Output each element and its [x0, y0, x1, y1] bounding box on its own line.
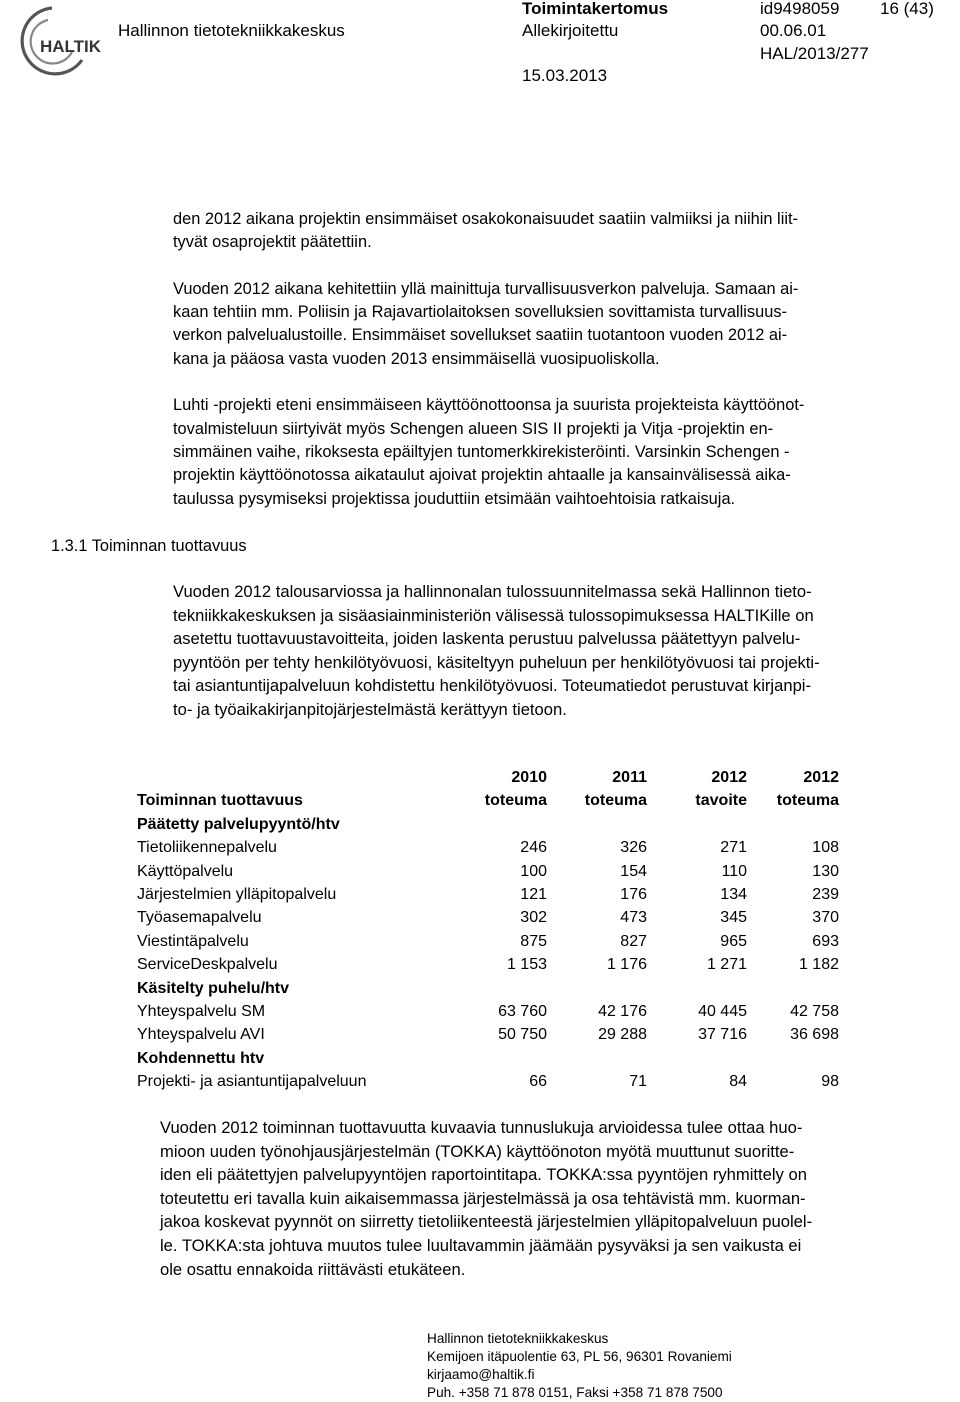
text-line: simmäinen vaihe, rikoksesta epäiltyjen tuntomerkkirekisteröinti. Varsinkin Schengen -: [173, 442, 790, 461]
text-line: le. TOKKA:sta johtuva muutos tulee luultavammin jäämään pysyväksi ja sen vaikusta ei: [160, 1235, 802, 1255]
table-row-label: Päätetty palvelupyyntö/htv: [137, 815, 340, 833]
table-row: [137, 860, 839, 883]
table-title: Toiminnan tuottavuus: [137, 792, 303, 810]
table-cell-value: 50 750: [498, 1026, 547, 1044]
footer-email[interactable]: kirjaamo@haltik.fi: [427, 1367, 535, 1382]
text-line: tyvät osaprojektit päätettiin.: [173, 233, 372, 252]
footer-phone: Puh. +358 71 878 0151, Faksi +358 71 878 7500: [427, 1385, 723, 1400]
table-cell-value: 121: [520, 886, 547, 904]
table-cell-value: 2011: [612, 769, 647, 786]
table-row-label: Työasemapalvelu: [137, 909, 262, 927]
table-row-label: Järjestelmien ylläpitopalvelu: [137, 886, 337, 904]
table-cell-value: 66: [529, 1073, 547, 1091]
table-cell-value: 326: [620, 839, 647, 857]
table-cell-value: toteuma: [776, 792, 839, 810]
table-cell-value: 42 176: [598, 1003, 647, 1021]
footer-organization: Hallinnon tietotekniikkakeskus: [427, 1331, 609, 1346]
table-cell-value: 134: [720, 886, 747, 904]
text-line: Luhti -projekti eteni ensimmäiseen käyttöönottoonsa ja suurista projekteista käyttöönot-: [173, 396, 805, 415]
table-row-label: Käyttöpalvelu: [137, 862, 234, 880]
table-cell-value: 239: [812, 886, 839, 904]
table-cell-value: 2012: [803, 769, 839, 786]
table-cell-value: 40 445: [698, 1003, 747, 1021]
table-row-label: ServiceDeskpalvelu: [137, 956, 278, 974]
table-cell-value: 827: [620, 932, 647, 950]
paragraph-tokka-note: [160, 1116, 812, 1281]
table-cell-value: 176: [620, 886, 647, 904]
table-row: [137, 1000, 839, 1023]
table-cell-value: 37 716: [698, 1026, 747, 1044]
table-cell-value: 965: [720, 932, 747, 950]
header-status: Allekirjoitettu: [522, 21, 619, 40]
table-cell-value: 63 760: [498, 1003, 547, 1021]
table-header-years: [137, 766, 839, 789]
table-cell-value: 71: [629, 1073, 647, 1091]
text-line: taulussa pysymiseksi projektissa jouduttiin etsimään vaihtoehtoisia ratkaisuja.: [173, 489, 736, 508]
footer-address: Kemijoen itäpuolentie 63, PL 56, 96301 Rovaniemi: [427, 1349, 732, 1364]
logo-text: HALTIK: [40, 37, 102, 56]
header-doc-id: id9498059: [760, 0, 840, 18]
table-row-label: Tietoliikennepalvelu: [137, 839, 277, 857]
table-cell-value: 100: [520, 862, 547, 880]
table-cell-value: 693: [812, 932, 839, 950]
table-cell-value: tavoite: [695, 792, 747, 810]
header-code-2: HAL/2013/277: [760, 44, 869, 63]
header-code-1: 00.06.01: [760, 21, 827, 40]
table-row-label: Yhteyspalvelu AVI: [137, 1026, 265, 1044]
table-cell-value: 473: [620, 909, 647, 927]
text-line: pyyntöön per tehty henkilötyövuosi, käsiteltyyn puheluun per henkilötyövuosi tai projekti-: [173, 652, 820, 672]
paragraph-intro: [173, 208, 804, 511]
table-cell-value: 271: [720, 839, 747, 857]
table-cell-value: toteuma: [584, 792, 647, 810]
table-row: [137, 930, 839, 953]
table-row-label: Projekti- ja asiantuntijapalveluun: [137, 1073, 367, 1091]
table-row: [137, 1023, 839, 1046]
text-line: Vuoden 2012 talousarviossa ja hallinnonalan tulossuunnitelmassa sekä Hallinnon tieto-: [173, 582, 812, 601]
table-cell-value: 98: [821, 1073, 839, 1091]
table-cell-value: 110: [721, 862, 747, 880]
table-row: [137, 836, 839, 859]
table-cell-value: 302: [520, 909, 547, 927]
paragraph-productivity-targets: [173, 580, 820, 722]
table-group-heading: [137, 977, 839, 1000]
text-line: toteutettu eri tavalla kuin aikaisemmassa järjestelmässä ja osa tehtävistä mm. kuorman-: [160, 1188, 806, 1208]
header-page-number: 16 (43): [880, 0, 934, 18]
table-cell-value: 29 288: [598, 1026, 647, 1044]
table-cell-value: 345: [720, 909, 747, 927]
table-row-label: Yhteyspalvelu SM: [137, 1003, 266, 1021]
text-line: to- ja työaikakirjanpitojärjestelmästä kerättyyn tietoon.: [173, 699, 567, 719]
table-cell-value: 1 271: [706, 956, 747, 974]
table-row: [137, 1070, 839, 1093]
table-cell-value: 42 758: [790, 1003, 839, 1021]
table-cell-value: 154: [620, 862, 647, 880]
table-cell-value: 1 153: [506, 956, 547, 974]
header-doc-type: Toimintakertomus: [522, 0, 669, 18]
table-cell-value: 108: [812, 839, 839, 857]
text-line: tekniikkakeskuksen ja sisäasiainministeriön välisessä tulossopimuksessa HALTIKille on: [173, 605, 814, 625]
table-group-heading: [137, 1047, 839, 1070]
table-cell-value: 2010: [511, 769, 547, 786]
table-cell-value: 130: [812, 862, 839, 880]
header-date: 15.03.2013: [522, 66, 608, 85]
table-cell-value: 36 698: [790, 1026, 839, 1044]
table-row-label: Käsitelty puhelu/htv: [137, 979, 290, 997]
table-group-heading: [137, 813, 839, 836]
text-line: mioon uuden työnohjausjärjestelmän (TOKKA) käyttöönoton myötä muuttunut suoritte-: [160, 1141, 795, 1161]
table-row: [137, 906, 839, 929]
text-line: kana ja pääosa vasta vuoden 2013 ensimmäisellä vuosipuoliskolla.: [173, 349, 660, 368]
text-line: ole osattu ennakoida riittävästi etukäteen.: [160, 1259, 466, 1279]
table-row: [137, 953, 839, 976]
table-cell-value: 370: [812, 909, 839, 927]
text-line: projektin käyttöönotossa aikataulut ajoivat projektin ahtaalle ja kansainvälisessä aika-: [173, 466, 791, 485]
text-line: tai asiantuntijapalveluun kohdistettu henkilötyövuosi. Toteumatiedot perustuvat kirjanpi-: [173, 676, 812, 696]
table-row-label: Kohdennettu htv: [137, 1049, 265, 1067]
table-cell-value: 84: [729, 1073, 747, 1091]
text-line: Vuoden 2012 aikana kehitettiin yllä mainittuja turvallisuusverkon palveluja. Samaan ai-: [173, 279, 799, 298]
table-cell-value: 2012: [711, 769, 747, 786]
table-header-types: [137, 789, 839, 812]
table-row: [137, 883, 839, 906]
text-line: verkon palvelualustoille. Ensimmäiset sovellukset saatiin tuotantoon vuoden 2012 ai-: [173, 326, 788, 345]
haltik-logo: [2, 2, 102, 80]
productivity-table: [137, 766, 839, 1094]
text-line: jakoa koskevat pyynnöt on siirretty tietoliikenteestä järjestelmien ylläpitopalveluun puolel-: [160, 1212, 813, 1232]
table-row-label: [137, 766, 455, 789]
table-cell-value: 1 176: [606, 956, 647, 974]
table-cell-value: toteuma: [484, 792, 547, 810]
table-row-label: Viestintäpalvelu: [137, 932, 249, 950]
table-cell-value: 875: [520, 932, 547, 950]
text-line: iden eli päätettyjen palvelupyyntöjen raportointitapa. TOKKA:ssa pyyntöjen ryhmittely on: [160, 1165, 807, 1185]
text-line: asetettu tuottavuustavoitteita, joiden laskenta perustuu palvelussa päätettyyn palvelu-: [173, 629, 801, 649]
text-line: tovalmisteluun siirtyivät myös Schengen alueen SIS II projekti ja Vitja -projektin en-: [173, 419, 774, 438]
section-heading: 1.3.1 Toiminnan tuottavuus: [51, 537, 247, 555]
table-cell-value: 246: [520, 839, 547, 857]
header-organization: Hallinnon tietotekniikkakeskus: [118, 21, 345, 40]
table-cell-value: 1 182: [798, 956, 839, 974]
text-line: den 2012 aikana projektin ensimmäiset osakokonaisuudet saatiin valmiiksi ja niihin liit-: [173, 210, 798, 228]
text-line: Vuoden 2012 toiminnan tuottavuutta kuvaavia tunnuslukuja arvioidessa tulee ottaa huo-: [160, 1118, 803, 1137]
text-line: kaan tehtiin mm. Poliisin ja Rajavartiolaitoksen sovelluksien sovittamista turvallisuus-: [173, 303, 787, 322]
